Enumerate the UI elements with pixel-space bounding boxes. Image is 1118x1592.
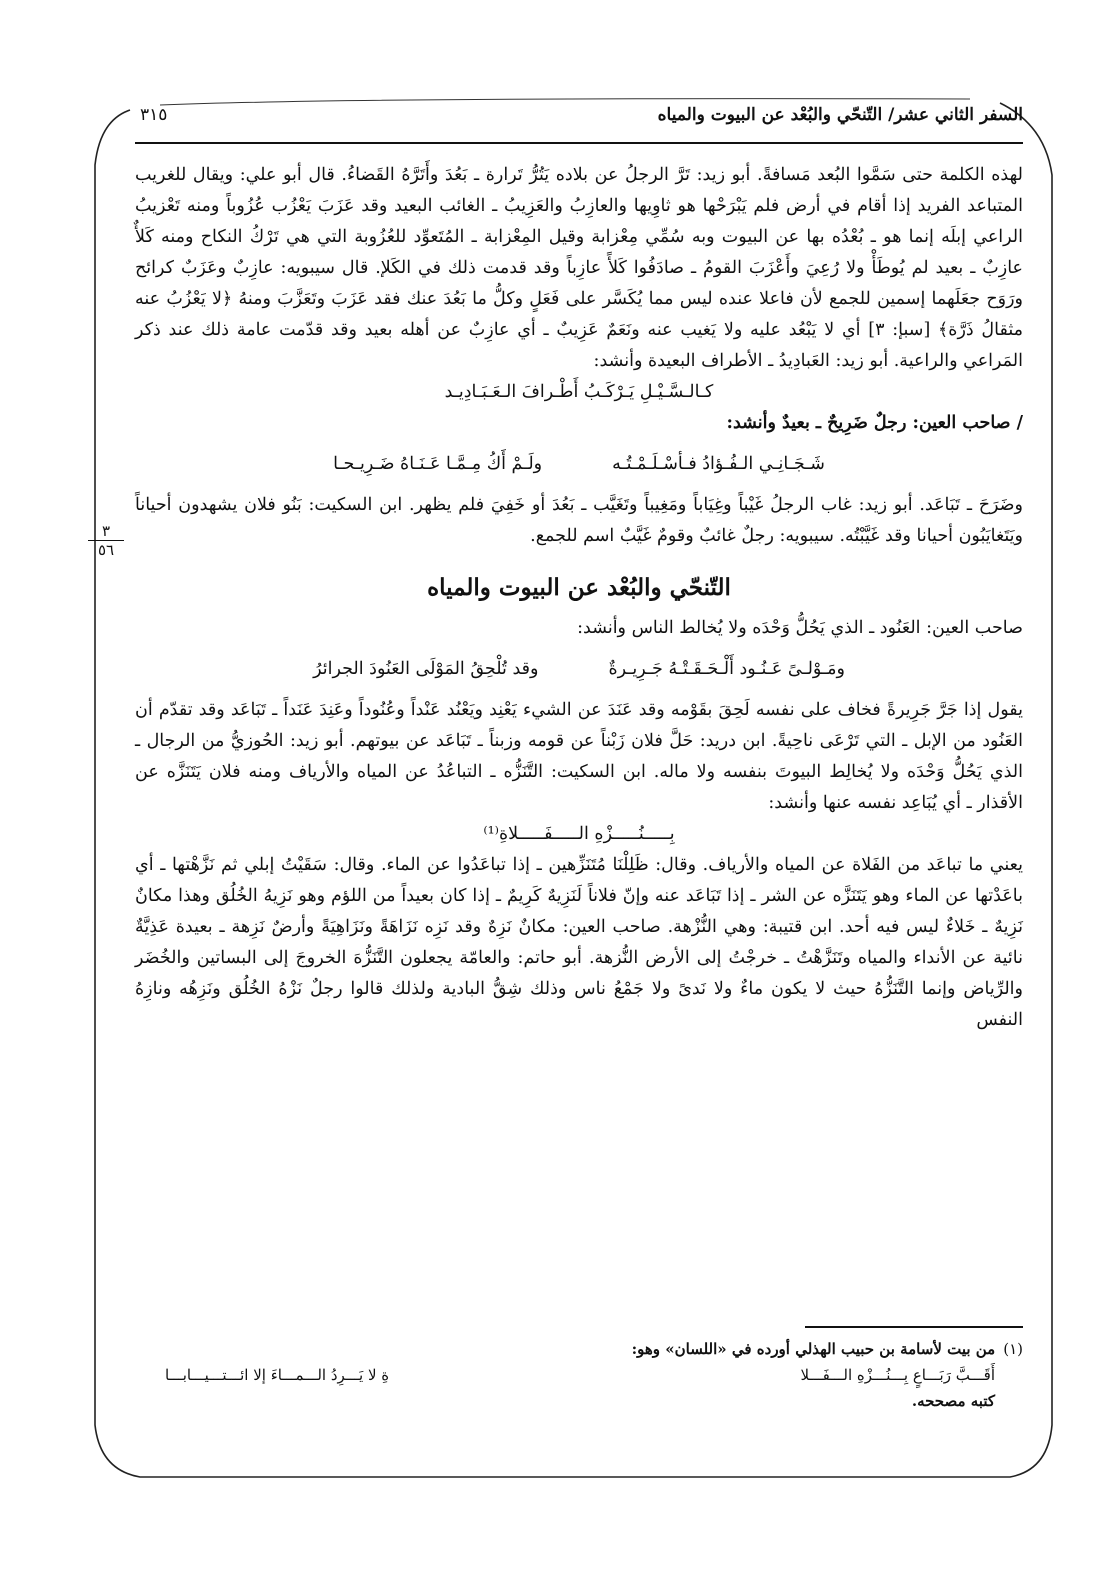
couplet-1-right: شَـجَـانِـي الـفُـؤادُ فـأسْـلَـمْـتُـه: [612, 454, 825, 474]
couplet-1: [135, 449, 1023, 480]
header-title: السفر الثاني عشر/ التّنحّي والبُعْد عن البيوت والمياه: [657, 105, 1023, 125]
footnotes: [135, 1336, 1023, 1414]
paragraph-1: لهذه الكلمة حتى سَمَّوا البُعد مَسافةً. أبو زيد: تَرَّ الرجلُ عن بلاده يَتُرُّ تَرارة ـ بَعُدَ وأَتَرَّهُ القَضاءُ. قال أبو علي: ويقال للغريب المتباعد الفريد إذا أقام في أرض فلم يَبْرَحْها هو ثاوِيها والعازِبُ والعَزِيبُ ـ الغائب البعيد وقد عَزَبَ يَعْزُب عُزُوباً ومنه تَعْزيبُ الراعي إبلَه إنما هو ـ بُعْدُه بها عن البيوت وبه سُمِّي مِعْزابة وقيل المِعْزابة ـ المُتَعوِّد للعُزُوبة التي هي تَرْكُ النكاح ومنه كَلأٌ عازِبٌ ـ بعيد لم يُوطَأْ ولا رُعِيَ وأَعْزَبَ القومُ ـ صادَفُوا كَلأً عازِباً وقد قدمت ذلك في الكَلإ. قال سيبويه: عازِبٌ وعَزَبٌ كرائح ورَوَح جعَلَهما إسمين للجمع لأن فاعلا عنده ليس مما يُكَسَّر على فَعَلٍ وكلُّ ما بَعُدَ عنك فقد عَزَبَ وتَعَزَّبَ ومنهُ ﴿لا يَعْزُبُ عنه مثقالُ ذَرَّة﴾ [سبإ: ٣] أي لا يَبْعُد عليه ولا يَغيب عنه ونَعَمٌ عَزِيبٌ ـ أي عازِبٌ عن أهله بعيد وقد قدّمت عامة ذلك عند ذكر المَراعي والراعية. أبو زيد: العَبادِيدُ ـ الأطراف البعيدة وأنشد:: [135, 165, 1023, 371]
paragraph-2: / صاحب العين: رجلٌ ضَرِيحٌ ـ بعيدٌ وأنشد:: [726, 413, 1023, 433]
section-title: التّنحّي والبُعْد عن البيوت والمياه: [427, 574, 731, 601]
footnote-couplet: [135, 1362, 1023, 1388]
paragraph-4: صاحب العين: العَنُود ـ الذي يَحُلُّ وَحْدَه ولا يُخالط الناس وأنشد:: [577, 618, 1023, 638]
couplet-2: [135, 654, 1023, 685]
margin-ref-bottom: ٥٦: [97, 541, 115, 559]
margin-reference: [88, 522, 124, 559]
couplet-2-right: ومَـوْلـىً عَـنُـود أَلْـحَـقَـتْـهُ جَـرِيـرةٌ: [608, 659, 845, 679]
footnote-marker: (١): [1003, 1340, 1023, 1358]
couplet-2-left: وقد تُلْحِقُ المَوْلَى العَنُودَ الجرائرُ: [313, 659, 539, 679]
page-number: ٣١٥: [140, 105, 168, 125]
footnote-text: من بيت لأسامة بن حبيب الهذلي أورده في «اللسان» وهو:: [631, 1340, 996, 1358]
running-header: [140, 95, 1023, 135]
footnote-closing: كتبه مصححه.: [911, 1392, 995, 1410]
footnote-1: [135, 1336, 1023, 1362]
margin-ref-top: ٣: [88, 522, 124, 541]
footnote-rule: [805, 1326, 1023, 1328]
page-body: [135, 160, 1023, 1036]
header-rule: [135, 142, 1023, 144]
paragraph-6: يعني ما تباعَد من الفَلاة عن المياه والأرياف. وقال: ظَلِلْنَا مُتَنَزِّهين ـ إذا تباعَدُوا عن الماء. وقال: سَقَيْتُ إبلي ثم نَزَّهْتها ـ أي باعَدْتها عن الماء وهو يَتَنَزَّه عن الشر ـ إذا تَبَاعَد عنه وإنّ فلاناً لَنَزِيهٌ كَرِيمٌ ـ إذا كان بعيداً من اللؤم وهو نَزِيهُ الخُلُق وهذا مكانٌ نَزِيهٌ ـ خَلاءٌ ليس فيه أحد. ابن قتيبة: وهي النُّزْهة. صاحب العين: مكانٌ نَزِهٌ وقد نَزِه نَزَاهَةً ونَزَاهِيَةً وأرضٌ نَزِهة ـ بعيدة عَذِيَّةٌ نائية عن الأنداء والمياه وتَنَزَّهْتُ ـ خرجْتُ إلى الأرض النُّزهة. أبو حاتم: والعامّة يجعلون التَّنَزُّهَ الخروجَ إلى البساتين والخُضَر والرِّياض وإنما التَّنَزُّهُ حيث لا يكون ماءٌ ولا نَدىً ولا جَمْعُ ناس وذلك شِقُّ البادية ولذلك قالوا رجلٌ نَزْهُ الخُلُق ونَزِهُه ونازِهُ النفس: [135, 855, 1023, 1030]
footnote-couplet-left: ةِ لا يَـــرِدُ الـــمـــاءَ إلا ائـــتـــيـــابـــا: [165, 1366, 390, 1384]
couplet-1-left: ولَـمْ أَكُ مِـمَّـا عَـنَـاهُ ضَـرِيـحـا: [333, 454, 543, 474]
verse-1: كـالـسَّـيْـلِ يَـرْكَـبُ أَطْـرافَ الـعَـبَـادِيـد: [444, 382, 714, 402]
paragraph-3: وضَرَحَ ـ تَبَاعَد. أبو زيد: غاب الرجلُ غَيْباً وغِيَاباً ومَغِيباً وتَغَيَّب ـ بَعُدَ أو خَفِيَ فلم يظهر. ابن السكيت: بَنُو فلان يشهدون أحياناً ويَتَغايَبُون أحيانا وقد غَيَّبْتُه. سيبويه: رجلٌ غائبٌ وقومٌ غَيَّبٌ اسم للجمع.: [135, 495, 1023, 546]
paragraph-5: يقول إذا جَرَّ جَرِيرةً فخاف على نفسه لَحِقَ بقَوْمه وقد عَنَدَ عن الشيء يَعْنِد ويَعْنُد عَنْداً وعُنُوداً وعَنِدَ عَنَداً ـ تَبَاعَد وقد تقدّم أن العَنُود من الإبل ـ التي تَرْعَى ناحِيةً. ابن دريد: حَلَّ فلان زَبْناً عن قومه وزبناً ـ تَبَاعَد عن بيوتهم. أبو زيد: الحُوزيُّ من الرجال ـ الذي يَحُلُّ وَحْدَه ولا يُخالِط البيوتَ بنفسه ولا ماله. ابن السكيت: التَّنَزُّه ـ التباعُدُ عن المياه والأرياف ومنه فلان يَتَنَزَّه عن الأقذار ـ أي يُبَاعِد نفسه عنها وأنشد:: [135, 700, 1023, 813]
verse-2: بِـــــنُـــــزْهِ الـــــفَـــــلاةِ⁽¹⁾: [483, 824, 675, 844]
footnote-couplet-right: أَقَـــبَّ رَبَـــاعٍ بِـــنُـــزْهِ الـــفَـــلا: [800, 1366, 995, 1384]
